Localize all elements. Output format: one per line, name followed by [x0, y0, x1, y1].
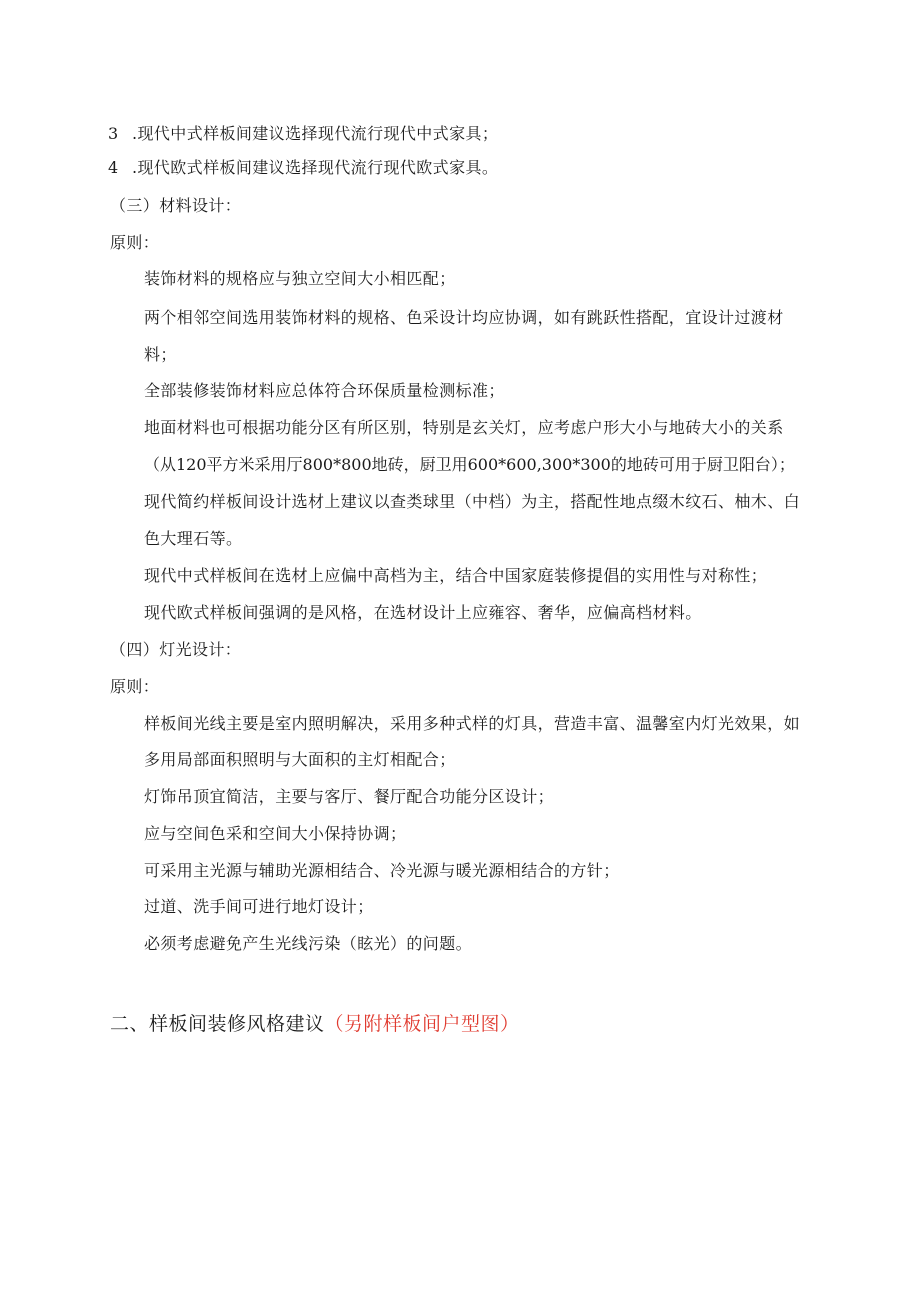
lighting-line: 多用局部面积照明与大面积的主灯相配合；	[144, 750, 456, 769]
list-text: .现代中式样板间建议选择现代流行现代中式家具；	[132, 124, 499, 143]
material-line: 色大理石等。	[144, 529, 243, 548]
material-line: （从120平方米采用厅800*800地砖，厨卫用600*600,300*300的地砖可用于厨卫阳台）；	[144, 455, 795, 474]
list-number: 3	[108, 124, 119, 143]
material-line: 全部装修装饰材料应总体符合环保质量检测标准；	[144, 381, 505, 400]
lighting-line: 应与空间色采和空间大小保持协调；	[144, 824, 407, 843]
list-item	[108, 124, 498, 144]
material-line: 两个相邻空间选用装饰材料的规格、色采设计均应协调，如有跳跃性搭配，宜设计过渡材	[144, 308, 784, 327]
section-heading	[110, 1012, 520, 1036]
material-line: 现代欧式样板间强调的是风格，在选材设计上应雍容、奢华，应偏高档材料。	[144, 603, 702, 622]
lighting-principle-label: 原则：	[110, 677, 160, 696]
material-section-title: （三）材料设计：	[110, 196, 242, 215]
material-line: 现代简约样板间设计选材上建议以查类球里（中档）为主，搭配性地点缀木纹石、柚木、白	[144, 492, 801, 511]
lighting-line: 过道、洗手间可进行地灯设计；	[144, 897, 374, 916]
material-line: 料；	[144, 345, 177, 364]
lighting-line: 样板间光线主要是室内照明解决，采用多种式样的灯具，营造丰富、温馨室内灯光效果，如	[144, 714, 801, 733]
list-number: 4	[108, 158, 119, 177]
lighting-line: 可采用主光源与辅助光源相结合、冷光源与暖光源相结合的方针；	[144, 861, 620, 880]
lighting-line: 必须考虑避免产生光线污染（眩光）的问题。	[144, 934, 473, 953]
list-item	[108, 158, 498, 178]
material-line: 装饰材料的规格应与独立空间大小相匹配；	[144, 269, 456, 288]
material-principle-label: 原则：	[110, 233, 160, 252]
lighting-section-title: （四）灯光设计：	[110, 640, 242, 659]
material-line: 现代中式样板间在选材上应偏中高档为主，结合中国家庭装修提倡的实用性与对称性；	[144, 566, 768, 585]
section-heading-note: （另附样板间户型图）	[324, 1013, 520, 1035]
list-text: .现代欧式样板间建议选择现代流行现代欧式家具。	[132, 158, 499, 177]
lighting-line: 灯饰吊顶宜简洁，主要与客厅、餐厅配合功能分区设计；	[144, 787, 555, 806]
section-heading-title: 二、样板间装修风格建议	[110, 1013, 325, 1035]
material-line: 地面材料也可根据功能分区有所区别，特别是玄关灯，应考虑户形大小与地砖大小的关系	[144, 418, 784, 437]
